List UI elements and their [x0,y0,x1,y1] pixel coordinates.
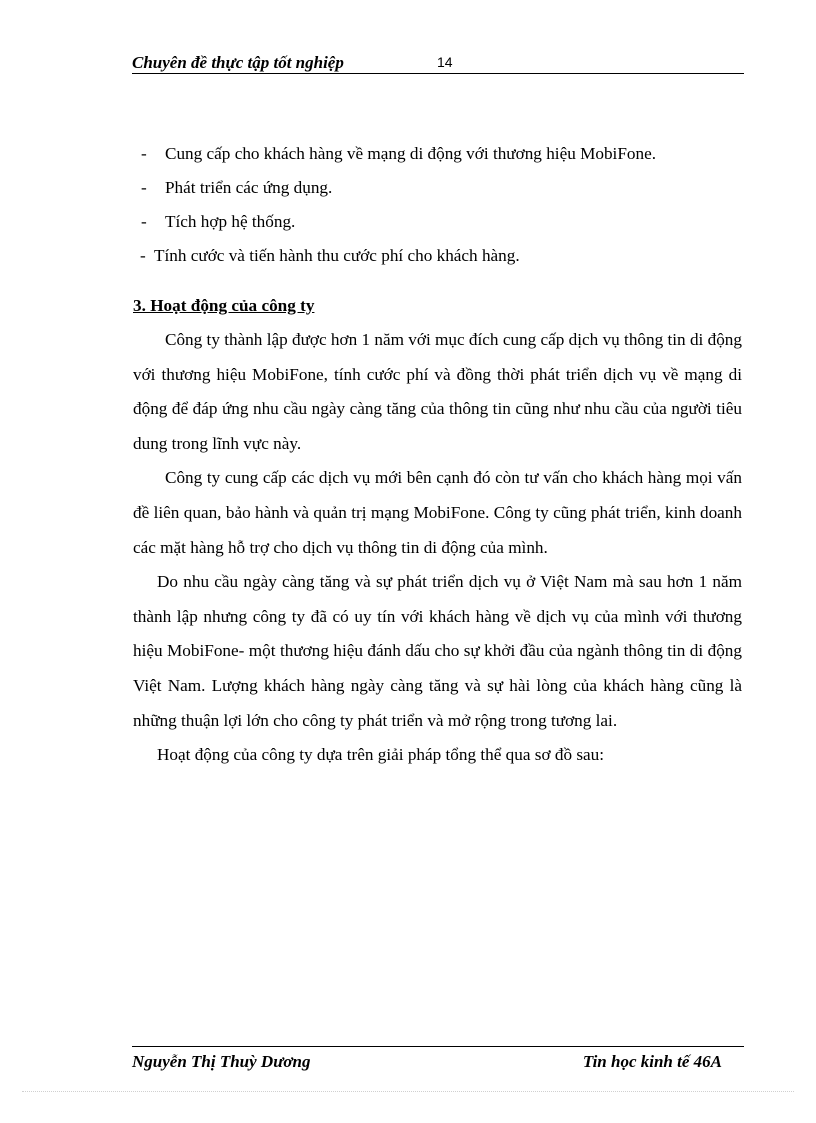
bullet-text: Phát triển các ứng dụng. [165,178,333,197]
bullet-item [133,205,742,239]
bullet-text: Tích hợp hệ thống. [165,212,296,231]
body-paragraph: Do nhu cầu ngày càng tăng và sự phát triển dịch vụ ở Việt Nam mà sau hơn 1 năm thành lập nhưng công ty đã có uy tín với khách hàng về dịch vụ của mình với thương hiệu MobiFone- một thương hiệu đánh dấu cho sự khởi đầu của ngành thông tin di động Việt Nam. Lượng khách hàng ngày càng tăng và sự hài lòng của khách hàng cũng là những thuận lợi lớn cho công ty phát triển và mở rộng trong tương lai. [133,572,742,730]
page-number: 14 [437,54,453,70]
bullet-text: Cung cấp cho khách hàng về mạng di động với thương hiệu MobiFone. [165,144,657,163]
bullet-item [133,239,742,273]
body-paragraph: Công ty cung cấp các dịch vụ mới bên cạnh đó còn tư vấn cho khách hàng mọi vấn đề liên quan, bảo hành và quản trị mạng MobiFone. Công ty cũng phát triển, kinh doanh các mặt hàng hỗ trợ cho dịch vụ thông tin di động của mình. [133,468,742,557]
page-header [132,51,744,75]
header-rule [132,73,744,74]
footer-rule [132,1046,744,1047]
bullet-item [133,171,742,205]
body-paragraph: Công ty thành lập được hơn 1 năm với mục đích cung cấp dịch vụ thông tin di động với thương hiệu MobiFone, tính cước phí và đồng thời phát triển dịch vụ về mạng di động để đáp ứng nhu cầu ngày càng tăng của thông tin cũng như nhu cầu của người tiêu dung trong lĩnh vực này. [133,330,742,453]
bullet-dash: - [141,144,147,163]
bullet-dash: - [140,246,146,265]
header-title: Chuyên đề thực tập tốt nghiệp [132,53,344,72]
bullet-dash: - [141,178,147,197]
footer-class: Tin học kinh tế 46A [582,1052,722,1071]
page-bottom-border [22,1091,794,1092]
section-heading: 3. Hoạt động của công ty [133,296,315,315]
bullet-dash: - [141,212,147,231]
page-footer [132,1046,744,1076]
body-paragraph: Hoạt động của công ty dựa trên giải pháp tổng thể qua sơ đồ sau: [157,745,605,765]
bullet-item [133,137,742,171]
page-content [133,137,742,773]
footer-author: Nguyễn Thị Thuỳ Dương [132,1052,311,1071]
bullet-text: Tính cước và tiến hành thu cước phí cho khách hàng. [154,246,520,265]
